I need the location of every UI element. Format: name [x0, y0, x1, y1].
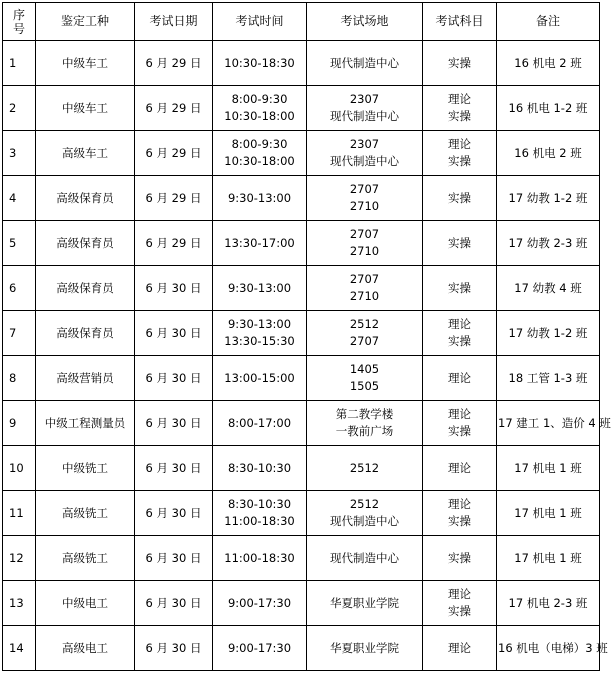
- cell-type: 高级保育员: [36, 176, 135, 221]
- table-row: [3, 491, 600, 536]
- cell-date: 6 月 29 日: [135, 176, 213, 221]
- cell-note: 17 幼教 2-3 班: [497, 221, 600, 266]
- cell-no: 11: [3, 491, 36, 536]
- cell-venue-line: 2710: [349, 199, 380, 213]
- cell-subject-line: 理论: [448, 640, 471, 655]
- table-row: [3, 626, 600, 671]
- cell-type: 中级工程测量员: [36, 401, 135, 446]
- cell-subject-line: 实操: [448, 550, 471, 565]
- cell-subject: [423, 446, 497, 491]
- cell-subject: [423, 401, 497, 446]
- header-subject: 考试科目: [423, 3, 497, 41]
- cell-subject-line: 实操: [448, 55, 471, 70]
- cell-subject: [423, 266, 497, 311]
- cell-venue-line: 2307: [349, 137, 380, 151]
- cell-venue-line: 2512: [349, 497, 380, 511]
- cell-subject-line: 实操: [448, 424, 471, 438]
- header-time: 考试时间: [213, 3, 307, 41]
- cell-venue: [307, 131, 423, 176]
- cell-venue-line: 2707: [349, 334, 380, 348]
- cell-type: 中级铣工: [36, 446, 135, 491]
- table-row: [3, 581, 600, 626]
- cell-subject-line: 实操: [448, 514, 471, 528]
- cell-date: 6 月 30 日: [135, 311, 213, 356]
- header-venue: 考试场地: [307, 3, 423, 41]
- cell-time: [213, 356, 307, 401]
- cell-note: 18 工管 1-3 班: [497, 356, 600, 401]
- cell-venue-line: 2707: [349, 227, 380, 241]
- cell-time: [213, 131, 307, 176]
- cell-time-line: 9:00-17:30: [227, 640, 292, 655]
- table-row: [3, 176, 600, 221]
- header-row: [3, 3, 600, 41]
- cell-venue-line: 2710: [349, 244, 380, 258]
- cell-subject: [423, 581, 497, 626]
- cell-no: 8: [3, 356, 36, 401]
- cell-subject-line: 理论: [448, 92, 471, 106]
- cell-time: [213, 536, 307, 581]
- cell-time: [213, 221, 307, 266]
- cell-venue-line: 2512: [349, 317, 380, 331]
- cell-subject: [423, 221, 497, 266]
- cell-time-line: 8:30-10:30: [227, 497, 292, 511]
- cell-subject: [423, 311, 497, 356]
- cell-subject-line: 实操: [448, 154, 471, 168]
- cell-venue: [307, 221, 423, 266]
- cell-note: 17 机电 1 班: [497, 536, 600, 581]
- cell-date: 6 月 30 日: [135, 356, 213, 401]
- cell-date: 6 月 30 日: [135, 266, 213, 311]
- cell-subject-line: 实操: [448, 235, 471, 250]
- cell-venue-line: 1405: [349, 362, 380, 376]
- cell-no: 4: [3, 176, 36, 221]
- cell-subject: [423, 536, 497, 581]
- cell-venue: [307, 401, 423, 446]
- table-row: [3, 41, 600, 86]
- cell-venue: [307, 581, 423, 626]
- cell-subject-line: 实操: [448, 334, 471, 348]
- cell-note: 17 机电 1 班: [497, 491, 600, 536]
- cell-no: 10: [3, 446, 36, 491]
- cell-time: [213, 266, 307, 311]
- cell-note: 16 机电 2 班: [497, 41, 600, 86]
- cell-time: [213, 581, 307, 626]
- cell-note: 17 机电 2-3 班: [497, 581, 600, 626]
- cell-venue-line: 2707: [349, 182, 380, 196]
- cell-date: 6 月 29 日: [135, 41, 213, 86]
- cell-no: 12: [3, 536, 36, 581]
- cell-subject-line: 实操: [448, 604, 471, 618]
- table-row: [3, 446, 600, 491]
- cell-venue-line: 2707: [349, 272, 380, 286]
- cell-date: 6 月 29 日: [135, 131, 213, 176]
- cell-venue: [307, 446, 423, 491]
- cell-venue: [307, 356, 423, 401]
- cell-subject: [423, 491, 497, 536]
- cell-type: 高级保育员: [36, 266, 135, 311]
- cell-time-line: 10:30-18:30: [224, 55, 295, 70]
- cell-time: [213, 86, 307, 131]
- cell-subject: [423, 356, 497, 401]
- cell-time-line: 9:00-17:30: [227, 595, 292, 610]
- cell-date: 6 月 30 日: [135, 536, 213, 581]
- cell-time: [213, 176, 307, 221]
- cell-type: 高级保育员: [36, 311, 135, 356]
- cell-subject-line: 理论: [448, 460, 471, 475]
- table-header: [3, 3, 600, 41]
- cell-time-line: 11:00-18:30: [224, 514, 295, 528]
- cell-venue-line: 现代制造中心: [330, 154, 399, 168]
- cell-no: 3: [3, 131, 36, 176]
- cell-note: 16 机电 1-2 班: [497, 86, 600, 131]
- table-row: [3, 311, 600, 356]
- cell-no: 9: [3, 401, 36, 446]
- cell-note: 16 机电 2 班: [497, 131, 600, 176]
- cell-no: 5: [3, 221, 36, 266]
- cell-venue-line: 华夏职业学院: [330, 595, 399, 610]
- table-row: [3, 356, 600, 401]
- cell-venue-line: 现代制造中心: [330, 550, 399, 565]
- cell-date: 6 月 30 日: [135, 581, 213, 626]
- cell-venue-line: 1505: [349, 379, 380, 393]
- cell-time-line: 10:30-18:00: [224, 109, 295, 123]
- cell-no: 6: [3, 266, 36, 311]
- cell-subject-line: 理论: [448, 407, 471, 421]
- cell-note: 16 机电（电梯）3 班: [497, 626, 600, 671]
- cell-time: [213, 41, 307, 86]
- cell-venue: [307, 86, 423, 131]
- cell-no: 1: [3, 41, 36, 86]
- cell-venue-line: 第二教学楼: [335, 407, 394, 421]
- table-row: [3, 536, 600, 581]
- cell-time-line: 9:30-13:00: [227, 317, 292, 331]
- cell-note: 17 建工 1、造价 4 班: [497, 401, 600, 446]
- header-no-line2: 号: [12, 21, 25, 36]
- cell-date: 6 月 30 日: [135, 491, 213, 536]
- cell-type: 中级车工: [36, 86, 135, 131]
- table-row: [3, 221, 600, 266]
- cell-type: 高级保育员: [36, 221, 135, 266]
- cell-type: 中级电工: [36, 581, 135, 626]
- cell-type: 高级车工: [36, 131, 135, 176]
- cell-subject: [423, 131, 497, 176]
- cell-subject: [423, 86, 497, 131]
- cell-subject-line: 理论: [448, 587, 471, 601]
- cell-time-line: 13:30-15:30: [224, 334, 295, 348]
- header-date: 考试日期: [135, 3, 213, 41]
- cell-time-line: 8:30-10:30: [227, 460, 292, 475]
- cell-venue-line: 一教前广场: [335, 424, 394, 438]
- cell-time-line: 11:00-18:30: [224, 550, 295, 565]
- cell-date: 6 月 29 日: [135, 86, 213, 131]
- cell-venue-line: 现代制造中心: [330, 55, 399, 70]
- cell-time: [213, 311, 307, 356]
- cell-venue: [307, 536, 423, 581]
- cell-time-line: 13:00-15:00: [224, 370, 295, 385]
- cell-subject-line: 理论: [448, 370, 471, 385]
- table-row: [3, 266, 600, 311]
- cell-no: 2: [3, 86, 36, 131]
- header-note: 备注: [497, 3, 600, 41]
- cell-date: 6 月 29 日: [135, 221, 213, 266]
- cell-no: 7: [3, 311, 36, 356]
- table-row: [3, 86, 600, 131]
- header-type: 鉴定工种: [36, 3, 135, 41]
- cell-venue: [307, 266, 423, 311]
- cell-note: 17 幼教 1-2 班: [497, 176, 600, 221]
- cell-time: [213, 446, 307, 491]
- exam-schedule-table: [2, 2, 611, 671]
- cell-subject-line: 实操: [448, 190, 471, 205]
- cell-type: 高级铣工: [36, 536, 135, 581]
- cell-venue: [307, 41, 423, 86]
- cell-time: [213, 491, 307, 536]
- cell-no: 13: [3, 581, 36, 626]
- table-row: [3, 131, 600, 176]
- cell-subject-line: 理论: [448, 317, 471, 331]
- cell-no: 14: [3, 626, 36, 671]
- cell-venue-line: 现代制造中心: [330, 514, 399, 528]
- cell-time-line: 9:30-13:00: [227, 280, 292, 295]
- cell-venue-line: 华夏职业学院: [330, 640, 399, 655]
- cell-type: 高级铣工: [36, 491, 135, 536]
- cell-type: 高级营销员: [36, 356, 135, 401]
- header-no: [3, 3, 36, 41]
- cell-time-line: 9:30-13:00: [227, 190, 292, 205]
- cell-subject: [423, 626, 497, 671]
- cell-type: 中级车工: [36, 41, 135, 86]
- cell-venue-line: 2512: [349, 460, 380, 475]
- cell-note: 17 机电 1 班: [497, 446, 600, 491]
- cell-venue: [307, 626, 423, 671]
- cell-subject-line: 实操: [448, 280, 471, 295]
- cell-time-line: 8:00-9:30: [231, 137, 288, 151]
- cell-venue: [307, 311, 423, 356]
- cell-note: 17 幼教 1-2 班: [497, 311, 600, 356]
- cell-time: [213, 401, 307, 446]
- cell-venue: [307, 176, 423, 221]
- header-no-line1: 序: [12, 7, 25, 22]
- cell-subject: [423, 41, 497, 86]
- cell-subject-line: 理论: [448, 497, 471, 511]
- cell-date: 6 月 30 日: [135, 401, 213, 446]
- table-row: [3, 401, 600, 446]
- cell-venue-line: 现代制造中心: [330, 109, 399, 123]
- cell-time-line: 13:30-17:00: [224, 235, 295, 250]
- cell-subject: [423, 176, 497, 221]
- cell-date: 6 月 30 日: [135, 626, 213, 671]
- cell-subject-line: 实操: [448, 109, 471, 123]
- cell-venue: [307, 491, 423, 536]
- cell-type: 高级电工: [36, 626, 135, 671]
- cell-venue-line: 2710: [349, 289, 380, 303]
- cell-time-line: 8:00-17:00: [227, 415, 292, 430]
- cell-time-line: 8:00-9:30: [231, 92, 288, 106]
- cell-time-line: 10:30-18:00: [224, 154, 295, 168]
- table-body: [3, 41, 611, 671]
- cell-note: 17 幼教 4 班: [497, 266, 600, 311]
- cell-date: 6 月 30 日: [135, 446, 213, 491]
- cell-venue-line: 2307: [349, 92, 380, 106]
- cell-time: [213, 626, 307, 671]
- cell-subject-line: 理论: [448, 137, 471, 151]
